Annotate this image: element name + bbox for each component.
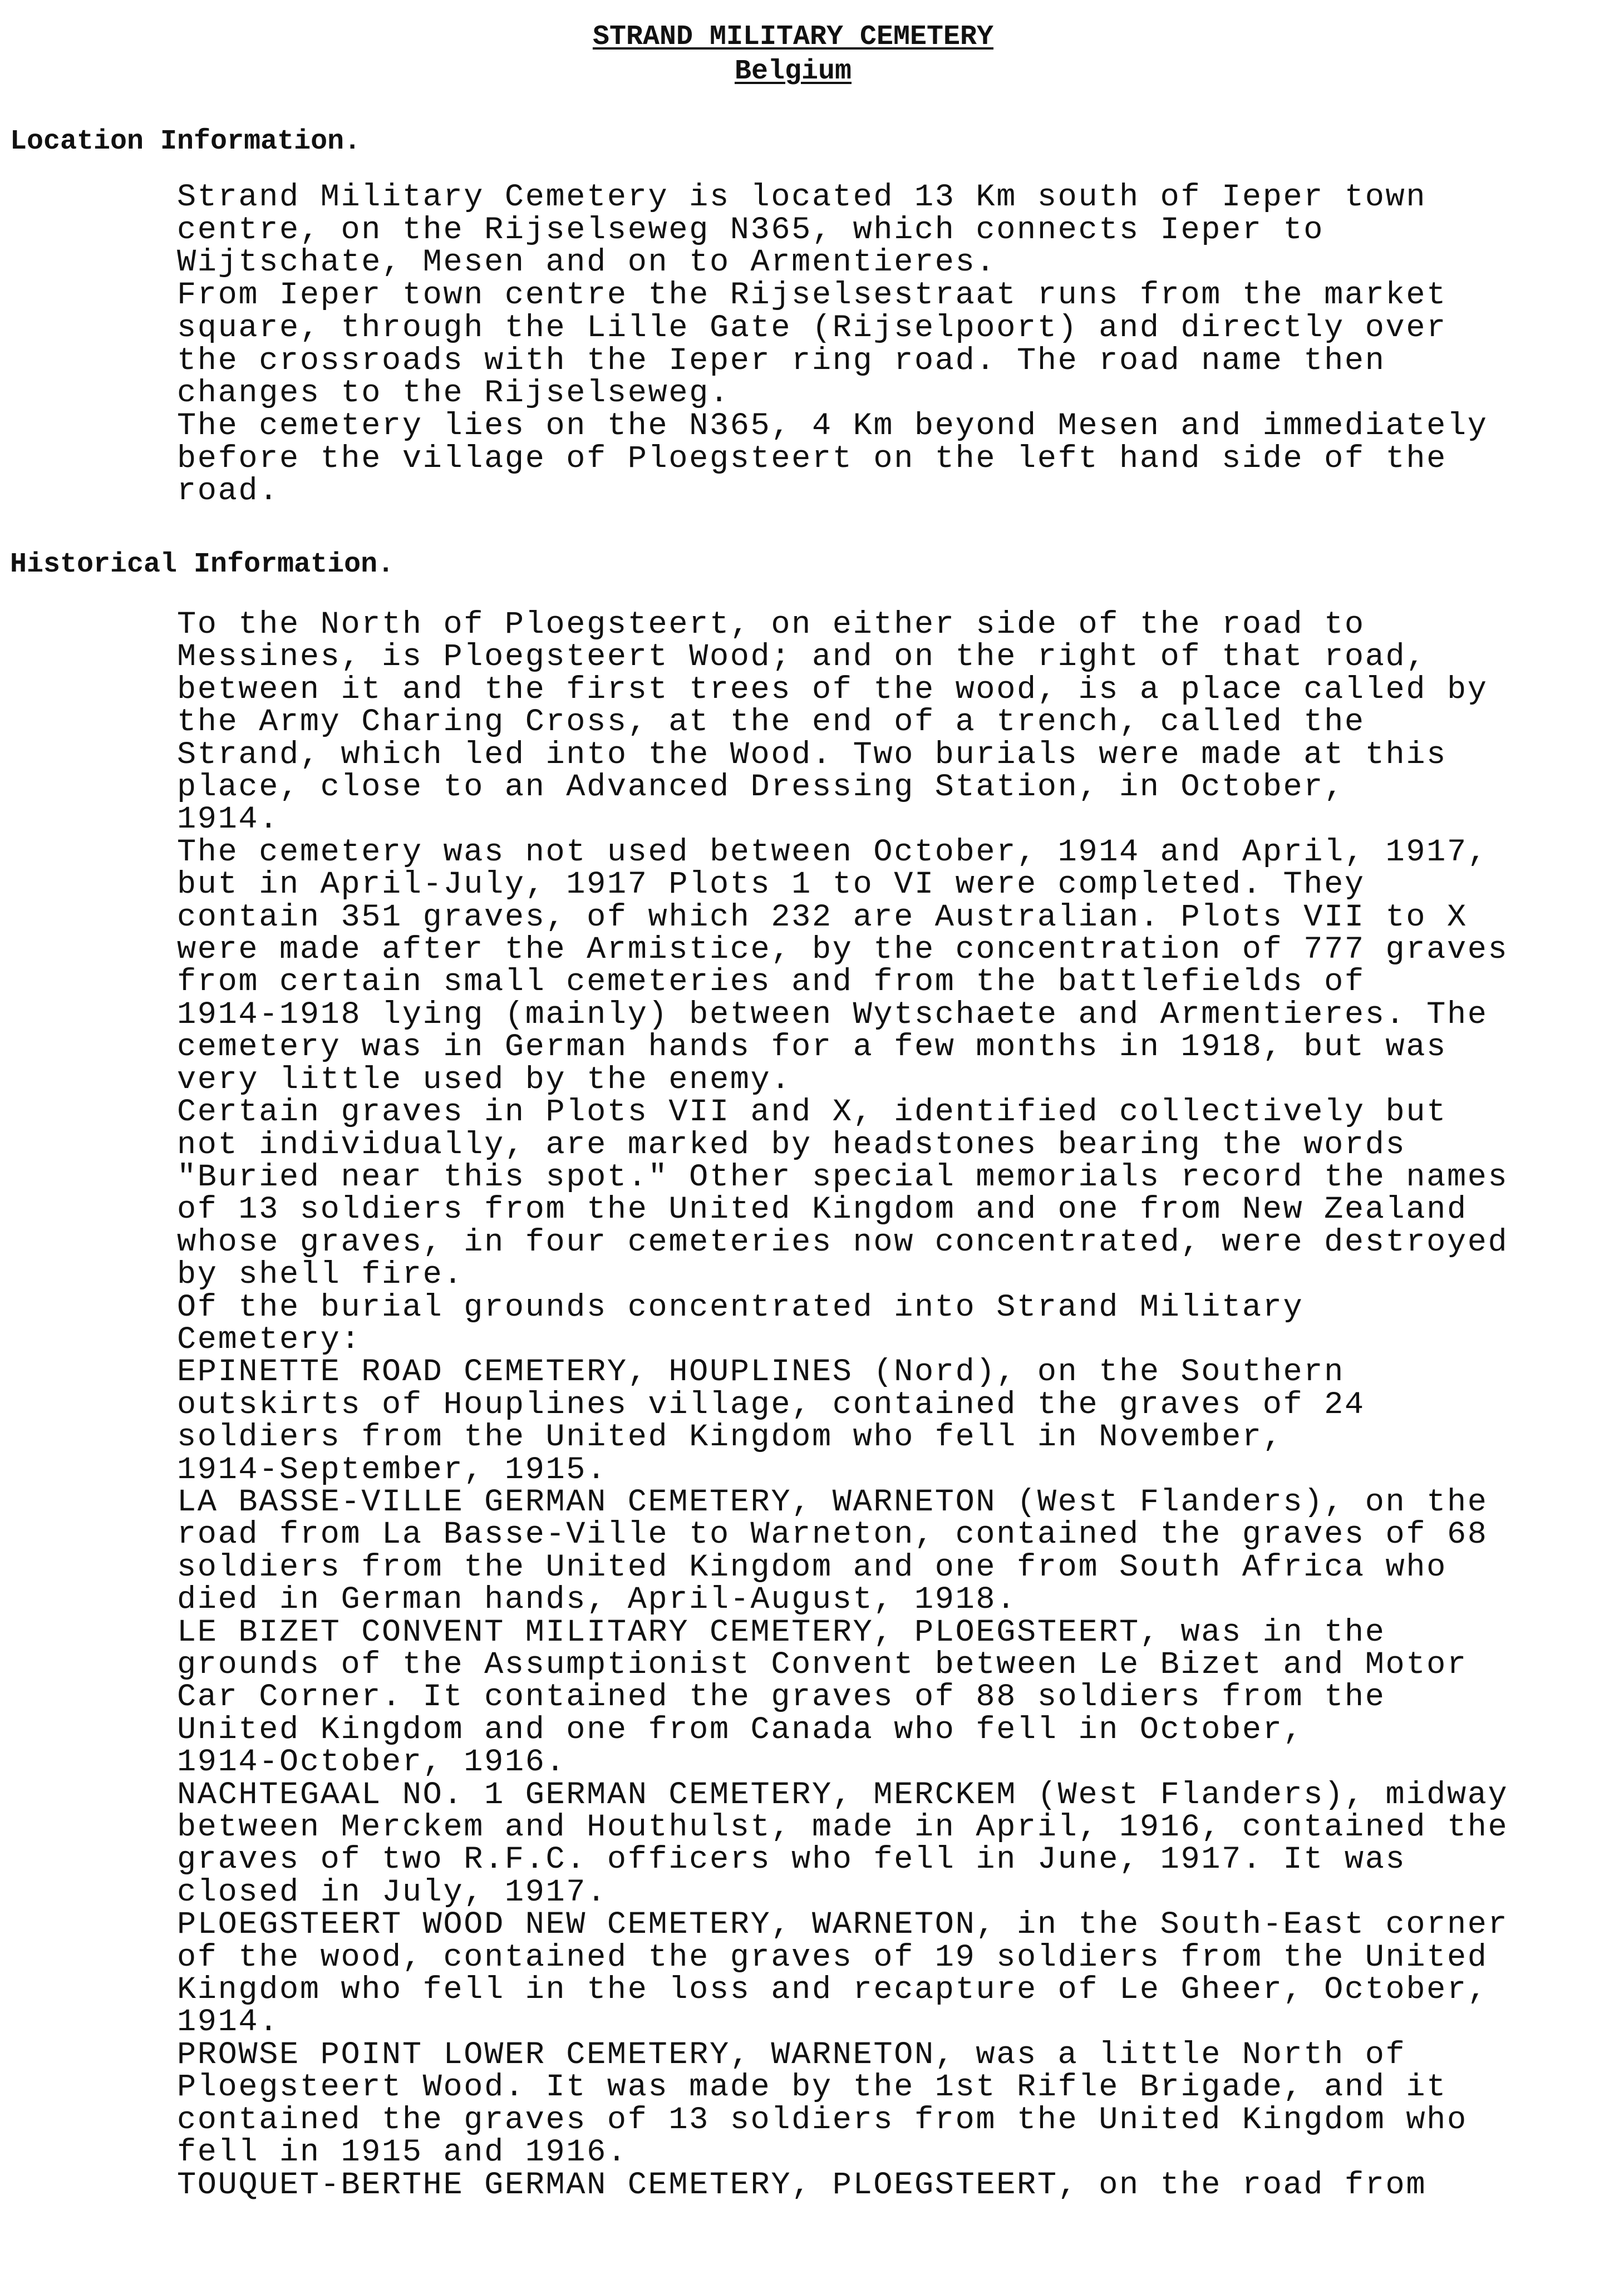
location-text-line: the crossroads with the Ieper ring road. The road name then: [177, 343, 1386, 379]
historical-text-line: road from La Basse-Ville to Warneton, contained the graves of 68: [177, 1517, 1488, 1553]
historical-text-line: graves of two R.F.C. officers who fell in June, 1917. It was: [177, 1842, 1406, 1878]
historical-text-line: soldiers from the United Kingdom and one from South Africa who: [177, 1549, 1447, 1586]
historical-text-line: PLOEGSTEERT WOOD NEW CEMETERY, WARNETON, in the South-East corner: [177, 1907, 1509, 1943]
historical-text-line: TOUQUET-BERTHE GERMAN CEMETERY, PLOEGSTEERT, on the road from: [177, 2167, 1427, 2203]
historical-text-line: Ploegsteert Wood. It was made by the 1st Rifle Brigade, and it: [177, 2070, 1447, 2106]
historical-text-line: The cemetery was not used between October, 1914 and April, 1917,: [177, 834, 1488, 870]
section-heading-historical: Historical Information.: [10, 549, 395, 580]
historical-text-line: closed in July, 1917.: [177, 1874, 607, 1911]
historical-text-line: contain 351 graves, of which 232 are Australian. Plots VII to X: [177, 899, 1468, 936]
historical-text-line: grounds of the Assumptionist Convent between Le Bizet and Motor: [177, 1647, 1468, 1683]
historical-text-line: of the wood, contained the graves of 19 soldiers from the United: [177, 1940, 1488, 1976]
historical-text-line: Strand, which led into the Wood. Two burials were made at this: [177, 737, 1447, 773]
location-text-line: before the village of Ploegsteert on the left hand side of the: [177, 441, 1447, 477]
historical-text-line: LE BIZET CONVENT MILITARY CEMETERY, PLOEGSTEERT, was in the: [177, 1614, 1386, 1651]
title-block: [0, 20, 1586, 89]
historical-text-line: but in April-July, 1917 Plots 1 to VI were completed. They: [177, 867, 1365, 903]
historical-text-line: cemetery was in German hands for a few months in 1918, but was: [177, 1030, 1447, 1066]
document-subtitle: Belgium: [734, 56, 852, 87]
location-text-line: From Ieper town centre the Rijselsestraat runs from the market: [177, 278, 1447, 314]
historical-text-line: not individually, are marked by headstones bearing the words: [177, 1127, 1406, 1163]
historical-text-line: 1914-1918 lying (mainly) between Wytschaete and Armentieres. The: [177, 997, 1488, 1033]
location-text-line: square, through the Lille Gate (Rijselpoort) and directly over: [177, 310, 1447, 346]
location-paragraphs: [177, 181, 1602, 508]
historical-text-line: Messines, is Ploegsteert Wood; and on the right of that road,: [177, 639, 1427, 676]
historical-text-line: LA BASSE-VILLE GERMAN CEMETERY, WARNETON (West Flanders), on the: [177, 1484, 1488, 1520]
historical-text-line: EPINETTE ROAD CEMETERY, HOUPLINES (Nord), on the Southern: [177, 1355, 1345, 1391]
historical-text-line: contained the graves of 13 soldiers from the United Kingdom who: [177, 2102, 1468, 2138]
historical-text-line: PROWSE POINT LOWER CEMETERY, WARNETON, was a little North of: [177, 2037, 1406, 2073]
location-text-line: centre, on the Rijselseweg N365, which connects Ieper to: [177, 212, 1325, 248]
historical-text-line: fell in 1915 and 1916.: [177, 2135, 628, 2171]
historical-text-line: of 13 soldiers from the United Kingdom and one from New Zealand: [177, 1192, 1468, 1228]
historical-text-line: United Kingdom and one from Canada who fell in October,: [177, 1712, 1304, 1748]
section-heading-location: Location Information.: [10, 126, 361, 157]
historical-text-line: NACHTEGAAL NO. 1 GERMAN CEMETERY, MERCKEM (West Flanders), midway: [177, 1777, 1509, 1813]
historical-text-line: Of the burial grounds concentrated into Strand Military: [177, 1289, 1304, 1326]
historical-text-line: To the North of Ploegsteert, on either side of the road to: [177, 607, 1365, 643]
historical-text-line: between Merckem and Houthulst, made in April, 1916, contained the: [177, 1810, 1509, 1846]
historical-text-line: the Army Charing Cross, at the end of a trench, called the: [177, 705, 1365, 741]
historical-text-line: Kingdom who fell in the loss and recapture of Le Gheer, October,: [177, 1972, 1488, 2009]
historical-text-line: outskirts of Houplines village, contained the graves of 24: [177, 1387, 1365, 1423]
historical-text-line: by shell fire.: [177, 1257, 464, 1293]
historical-text-line: Certain graves in Plots VII and X, identified collectively but: [177, 1095, 1447, 1131]
historical-text-line: Cemetery:: [177, 1322, 362, 1358]
historical-text-line: from certain small cemeteries and from the battlefields of: [177, 964, 1365, 1001]
location-text-line: changes to the Rijselseweg.: [177, 376, 730, 412]
historical-text-line: 1914.: [177, 2005, 280, 2041]
historical-text-line: very little used by the enemy.: [177, 1062, 792, 1098]
historical-text-line: 1914-October, 1916.: [177, 1745, 567, 1781]
historical-text-line: 1914-September, 1915.: [177, 1452, 607, 1488]
historical-paragraphs: [177, 609, 1602, 2202]
historical-text-line: place, close to an Advanced Dressing Station, in October,: [177, 770, 1345, 806]
historical-text-line: 1914.: [177, 802, 280, 838]
historical-text-line: were made after the Armistice, by the concentration of 777 graves: [177, 932, 1509, 968]
historical-text-line: "Buried near this spot." Other special memorials record the names: [177, 1159, 1509, 1195]
historical-text-line: between it and the first trees of the wood, is a place called by: [177, 672, 1488, 708]
historical-text-line: Car Corner. It contained the graves of 88 soldiers from the: [177, 1680, 1386, 1716]
location-text-line: The cemetery lies on the N365, 4 Km beyond Mesen and immediately: [177, 408, 1488, 444]
location-text-line: Wijtschate, Mesen and on to Armentieres.: [177, 245, 997, 281]
historical-text-line: whose graves, in four cemeteries now concentrated, were destroyed: [177, 1224, 1509, 1261]
location-text-line: Strand Military Cemetery is located 13 Km south of Ieper town: [177, 180, 1427, 215]
historical-text-line: soldiers from the United Kingdom who fell in November,: [177, 1420, 1283, 1456]
location-text-line: road.: [177, 474, 280, 510]
historical-text-line: died in German hands, April-August, 1918.: [177, 1582, 1017, 1618]
document-title: STRAND MILITARY CEMETERY: [592, 21, 994, 53]
